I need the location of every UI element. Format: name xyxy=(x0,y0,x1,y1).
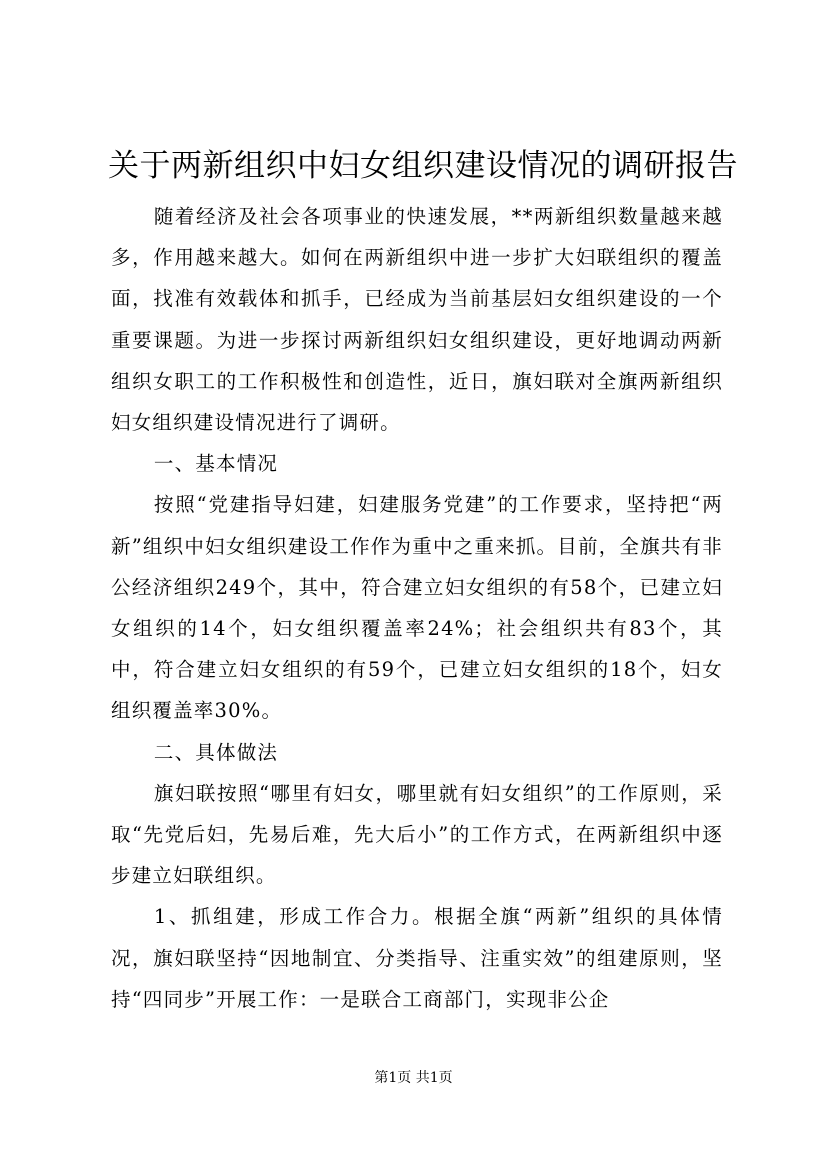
practice-item-1-paragraph: 1、抓组建，形成工作合力。根据全旗“两新”组织的具体情况，旗妇联坚持“因地制宜、分类指导、注重实效”的组建原则，坚持“四同步”开展工作：一是联合工商部门，实现非公企 xyxy=(111,905,723,1011)
page-footer: 第1页 共1页 xyxy=(374,1070,453,1086)
document-body xyxy=(111,196,723,1020)
section-heading-basic-situation: 一、基本情况 xyxy=(153,452,279,476)
practices-paragraph: 旗妇联按照“哪里有妇女，哪里就有妇女组织”的工作原则，采取“先党后妇，先易后难，先大后小”的工作方式，在两新组织中逐步建立妇联组织。 xyxy=(111,781,723,888)
intro-paragraph: 随着经济及社会各项事业的快速发展，**两新组织数量越来越多，作用越来越大。如何在两新组织中进一步扩大妇联组织的覆盖面，找准有效载体和抓手，已经成为当前基层妇女组织建设的一个重要课题。为进一步探讨两新组织妇女组织建设，更好地调动两新组织女职工的工作积极性和创造性，近日，旗妇联对全旗两新组织妇女组织建设情况进行了调研。 xyxy=(111,205,723,435)
basic-situation-paragraph: 按照“党建指导妇建，妇建服务党建”的工作要求，坚持把“两新”组织中妇女组织建设工作作为重中之重来抓。目前，全旗共有非公经济组织249个，其中，符合建立妇女组织的有58个，已建立妇女组织的14个，妇女组织覆盖率24%；社会组织共有83个，其中，符合建立妇女组织的有59个，已建立妇女组织的18个，妇女组织覆盖率30%。 xyxy=(111,493,723,723)
document-title: 关于两新组织中妇女组织建设情况的调研报告 xyxy=(108,148,738,184)
section-heading-specific-practices: 二、具体做法 xyxy=(153,740,279,764)
